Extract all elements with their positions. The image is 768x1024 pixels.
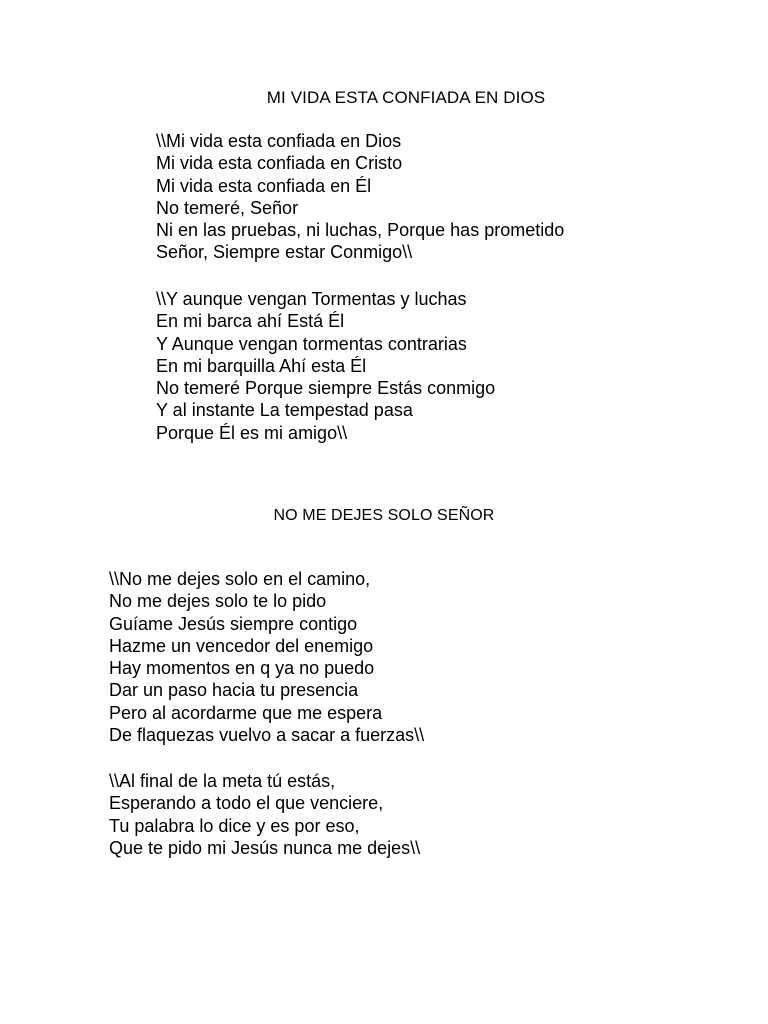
song2-stanza-1 [109,568,424,746]
lyric-line: Dar un paso hacia tu presencia [109,680,359,701]
lyric-line: Guíame Jesús siempre contigo [109,613,358,634]
lyric-line: Mi vida esta confiada en Cristo [156,153,403,174]
lyric-line: En mi barca ahí Está Él [156,311,345,332]
lyric-line: Señor, Siempre estar Conmigo\\ [156,242,413,263]
lyric-line: Tu palabra lo dice y es por eso, [109,815,360,836]
lyric-line: Hazme un vencedor del enemigo [109,635,374,656]
lyric-line: Hay momentos en q ya no puedo [109,658,375,679]
song2-stanza-2 [109,770,420,859]
lyric-line: Y Aunque vengan tormentas contrarias [156,333,467,354]
lyric-line: \\Al final de la meta tú estás, [109,771,336,791]
lyric-line: Que te pido mi Jesús nunca me dejes\\ [109,837,421,858]
lyric-line: \\No me dejes solo en el camino, [109,569,371,589]
lyric-line: Ni en las pruebas, ni luchas, Porque has prometido [156,220,565,241]
lyric-line: No temeré, Señor [156,197,299,218]
lyric-line: No me dejes solo te lo pido [109,591,327,612]
lyric-line: Pero al acordarme que me espera [109,702,383,723]
lyric-line: \\Mi vida esta confiada en Dios [156,131,402,151]
song-title-mi-vida: MI VIDA ESTA CONFIADA EN DIOS [266,88,546,107]
song1-stanza-1 [156,130,564,264]
lyric-line: En mi barquilla Ahí esta Él [156,355,367,376]
song1-stanza-2 [156,288,495,444]
lyric-line: Esperando a todo el que venciere, [109,793,384,814]
lyric-line: Porque Él es mi amigo\\ [156,422,348,443]
lyric-line: De flaquezas vuelvo a sacar a fuerzas\\ [109,725,425,746]
lyric-line: Mi vida esta confiada en Él [156,175,372,196]
song-title-no-me-dejes: NO ME DEJES SOLO SEÑOR [273,507,495,524]
lyric-line: Y al instante La tempestad pasa [156,400,413,421]
lyric-line: \\Y aunque vengan Tormentas y luchas [156,289,467,309]
lyric-line: No temeré Porque siempre Estás conmigo [156,378,496,399]
